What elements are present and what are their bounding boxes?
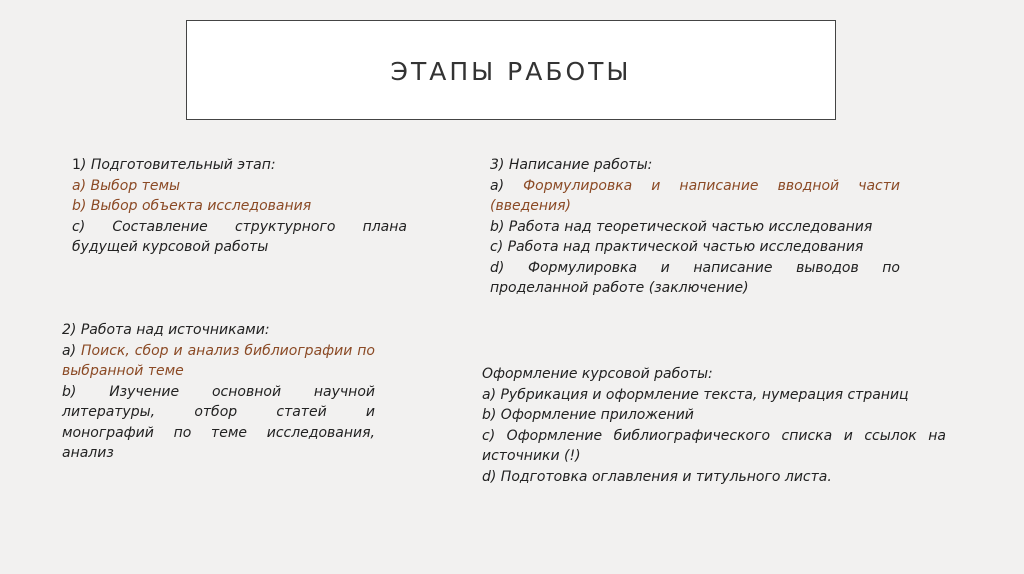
list-item: a) Рубрикация и оформление текста, нумерация страниц: [482, 386, 909, 403]
stage-heading: 2) Работа над источниками:: [62, 322, 270, 338]
list-item-text: Поиск, сбор и анализ библиографии по: [81, 342, 375, 359]
stage-writing: [490, 155, 900, 299]
list-item: c) Работа над практической частью исследования: [490, 239, 864, 255]
list-item-text: Формулировка и написание вводной части: [523, 177, 900, 194]
list-item: [490, 176, 900, 197]
list-item-continuation: источники (!): [482, 448, 581, 464]
stage-heading: 3) Написание работы:: [490, 157, 653, 173]
list-item: d) Подготовка оглавления и титульного листа.: [482, 468, 832, 485]
stage-preparation: [72, 155, 407, 258]
list-item-continuation: (введения): [490, 198, 572, 214]
list-item-prefix: a): [490, 177, 505, 194]
list-item-continuation: анализ: [62, 445, 114, 461]
list-item: a) Выбор темы: [72, 177, 181, 194]
list-item-continuation: выбранной теме: [62, 363, 184, 379]
page-title: ЭТАПЫ РАБОТЫ: [390, 57, 632, 86]
list-item: b) Выбор объекта исследования: [72, 198, 312, 214]
list-item: [62, 341, 375, 362]
stage-heading-number: 1: [72, 157, 81, 173]
list-item: c) Оформление библиографического списка и ссылок на: [482, 427, 946, 444]
stage-formatting: [482, 364, 946, 487]
title-box: [186, 20, 836, 120]
list-item-continuation: монографий по теме исследования,: [62, 424, 375, 441]
stage-sources: [62, 320, 375, 464]
stage-heading: [72, 155, 407, 176]
list-item: b) Изучение основной научной: [62, 383, 375, 400]
list-item-prefix: a): [62, 342, 77, 359]
list-item-continuation: будущей курсовой работы: [72, 239, 269, 255]
list-item: c) Составление структурного плана: [72, 218, 407, 235]
stage-heading: Оформление курсовой работы:: [482, 366, 713, 382]
list-item: b) Работа над теоретической частью исследования: [490, 218, 873, 235]
list-item: d) Формулировка и написание выводов по: [490, 259, 900, 276]
stage-heading-text: ) Подготовительный этап:: [80, 157, 276, 173]
list-item: b) Оформление приложений: [482, 407, 694, 423]
list-item-continuation: проделанной работе (заключение): [490, 280, 749, 296]
list-item-continuation: литературы, отбор статей и: [62, 404, 375, 420]
